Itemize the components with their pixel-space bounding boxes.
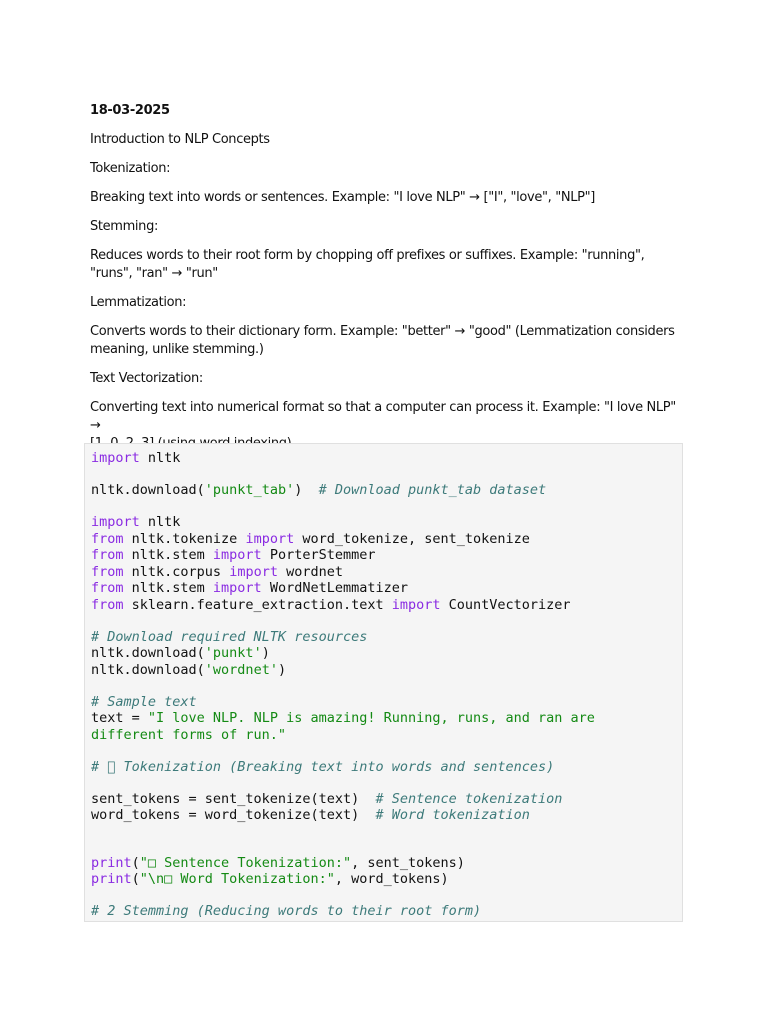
vectorization-description: Converting text into numerical format so that a computer can process it. Example: "I love NLP" → [90,400,676,433]
code-token: sent_tokens = sent_tokenize(text) [91,790,376,807]
code-line [91,743,595,759]
code-token: from [91,580,124,596]
code-token: nltk.stem [123,547,213,563]
code-token: nltk.tokenize [123,530,246,547]
lemmatization-description: Converts words to their dictionary form. Example: "better" → "good" (Lemmatization considers meaning, unlike stemming.) [90,324,675,357]
stemming-heading: Stemming: [90,219,159,234]
code-token: # ⃣ Tokenization (Breaking text into words and sentences) [91,758,555,775]
code-line [91,450,595,467]
code-line [91,871,595,888]
code-token: import [212,547,262,563]
code-token: from [91,563,124,580]
code-line [91,531,595,548]
code-token: print [91,871,132,887]
code-line [91,694,595,711]
code-token: ) [277,661,287,678]
stemming-description: Reduces words to their root form by chopping off prefixes or suffixes. Example: "running", "runs", "ran" → "run" [90,248,645,281]
code-line [91,514,595,531]
code-token: import [91,514,140,530]
code-token: "\n□ Word Tokenization:" [139,871,335,887]
code-token: nltk.download( [91,482,205,498]
code-token: # 2 Stemming (Reducing words to their root form) [91,903,482,919]
code-token: "I love NLP. NLP is amazing! Running, runs, and ran are [147,710,595,726]
code-token: import [229,563,278,580]
code-line [91,597,595,614]
code-token: nltk.stem [123,580,213,596]
code-token: from [91,530,124,547]
code-line [91,580,595,597]
code-token: text = [91,710,148,726]
code-line [91,824,595,840]
code-line [91,888,595,904]
code-token: word_tokenize, sent_tokenize [294,530,530,547]
tokenization-description: Breaking text into words or sentences. Example: "I love NLP" → ["I", "love", "NLP"] [90,190,595,205]
code-line [91,499,595,515]
code-token: word_tokens = word_tokenize(text) [91,807,376,823]
code-token: import [212,580,262,596]
code-token: , sent_tokens) [351,854,465,871]
code-token: # Sample text [91,693,197,710]
code-line [91,662,595,679]
code-line [91,710,595,727]
code-line [91,467,595,483]
code-token: # Download punkt_tab dataset [318,482,547,498]
code-token: import [391,596,441,613]
code-token: sklearn.feature_extraction.text [123,596,392,613]
lemmatization-heading: Lemmatization: [90,295,187,310]
code-token: from [91,547,124,563]
code-token: different forms of run." [91,726,287,743]
document-body [90,102,684,464]
code-line [91,547,595,564]
code-token: nltk.download( [91,661,205,678]
code-content [91,450,595,920]
code-token: 'punkt_tab' [204,482,295,498]
code-token: print [91,854,132,871]
intro-heading: Introduction to NLP Concepts [90,132,270,147]
code-token: # Sentence tokenization [375,790,563,807]
code-token: PorterStemmer [261,547,376,563]
code-line [91,645,595,662]
code-token: import [91,450,140,466]
code-token: ) [261,645,270,661]
code-line [91,678,595,694]
code-token: ( [131,871,140,887]
code-line [91,855,595,872]
code-line [91,903,595,920]
code-line [91,482,595,499]
code-token: ( [131,854,140,871]
code-line [91,807,595,824]
code-token: WordNetLemmatizer [261,580,409,596]
vectorization-heading: Text Vectorization: [90,371,203,386]
code-line [91,791,595,808]
code-token: # Word tokenization [375,807,530,823]
document-date: 18-03-2025 [90,103,170,118]
code-token: nltk [139,450,181,466]
code-line [91,839,595,855]
code-line [91,613,595,629]
code-token: ) [294,482,319,498]
code-token: nltk.corpus [123,563,230,580]
code-line [91,629,595,646]
code-line [91,775,595,791]
code-line [91,759,595,776]
code-token: , word_tokens) [334,871,449,887]
tokenization-heading: Tokenization: [90,161,171,176]
code-token: 'wordnet' [204,661,278,678]
code-token: import [245,530,295,547]
code-token: CountVectorizer [440,596,571,613]
code-token: nltk.download( [91,645,205,661]
code-token: 'punkt' [204,645,262,661]
code-token: nltk [139,514,181,530]
code-token: "□ Sentence Tokenization:" [139,854,352,871]
code-line [91,727,595,744]
code-token: # Download required NLTK resources [91,628,368,645]
code-token: wordnet [277,563,343,580]
code-token: from [91,596,124,613]
code-line [91,564,595,581]
code-block [84,443,683,922]
